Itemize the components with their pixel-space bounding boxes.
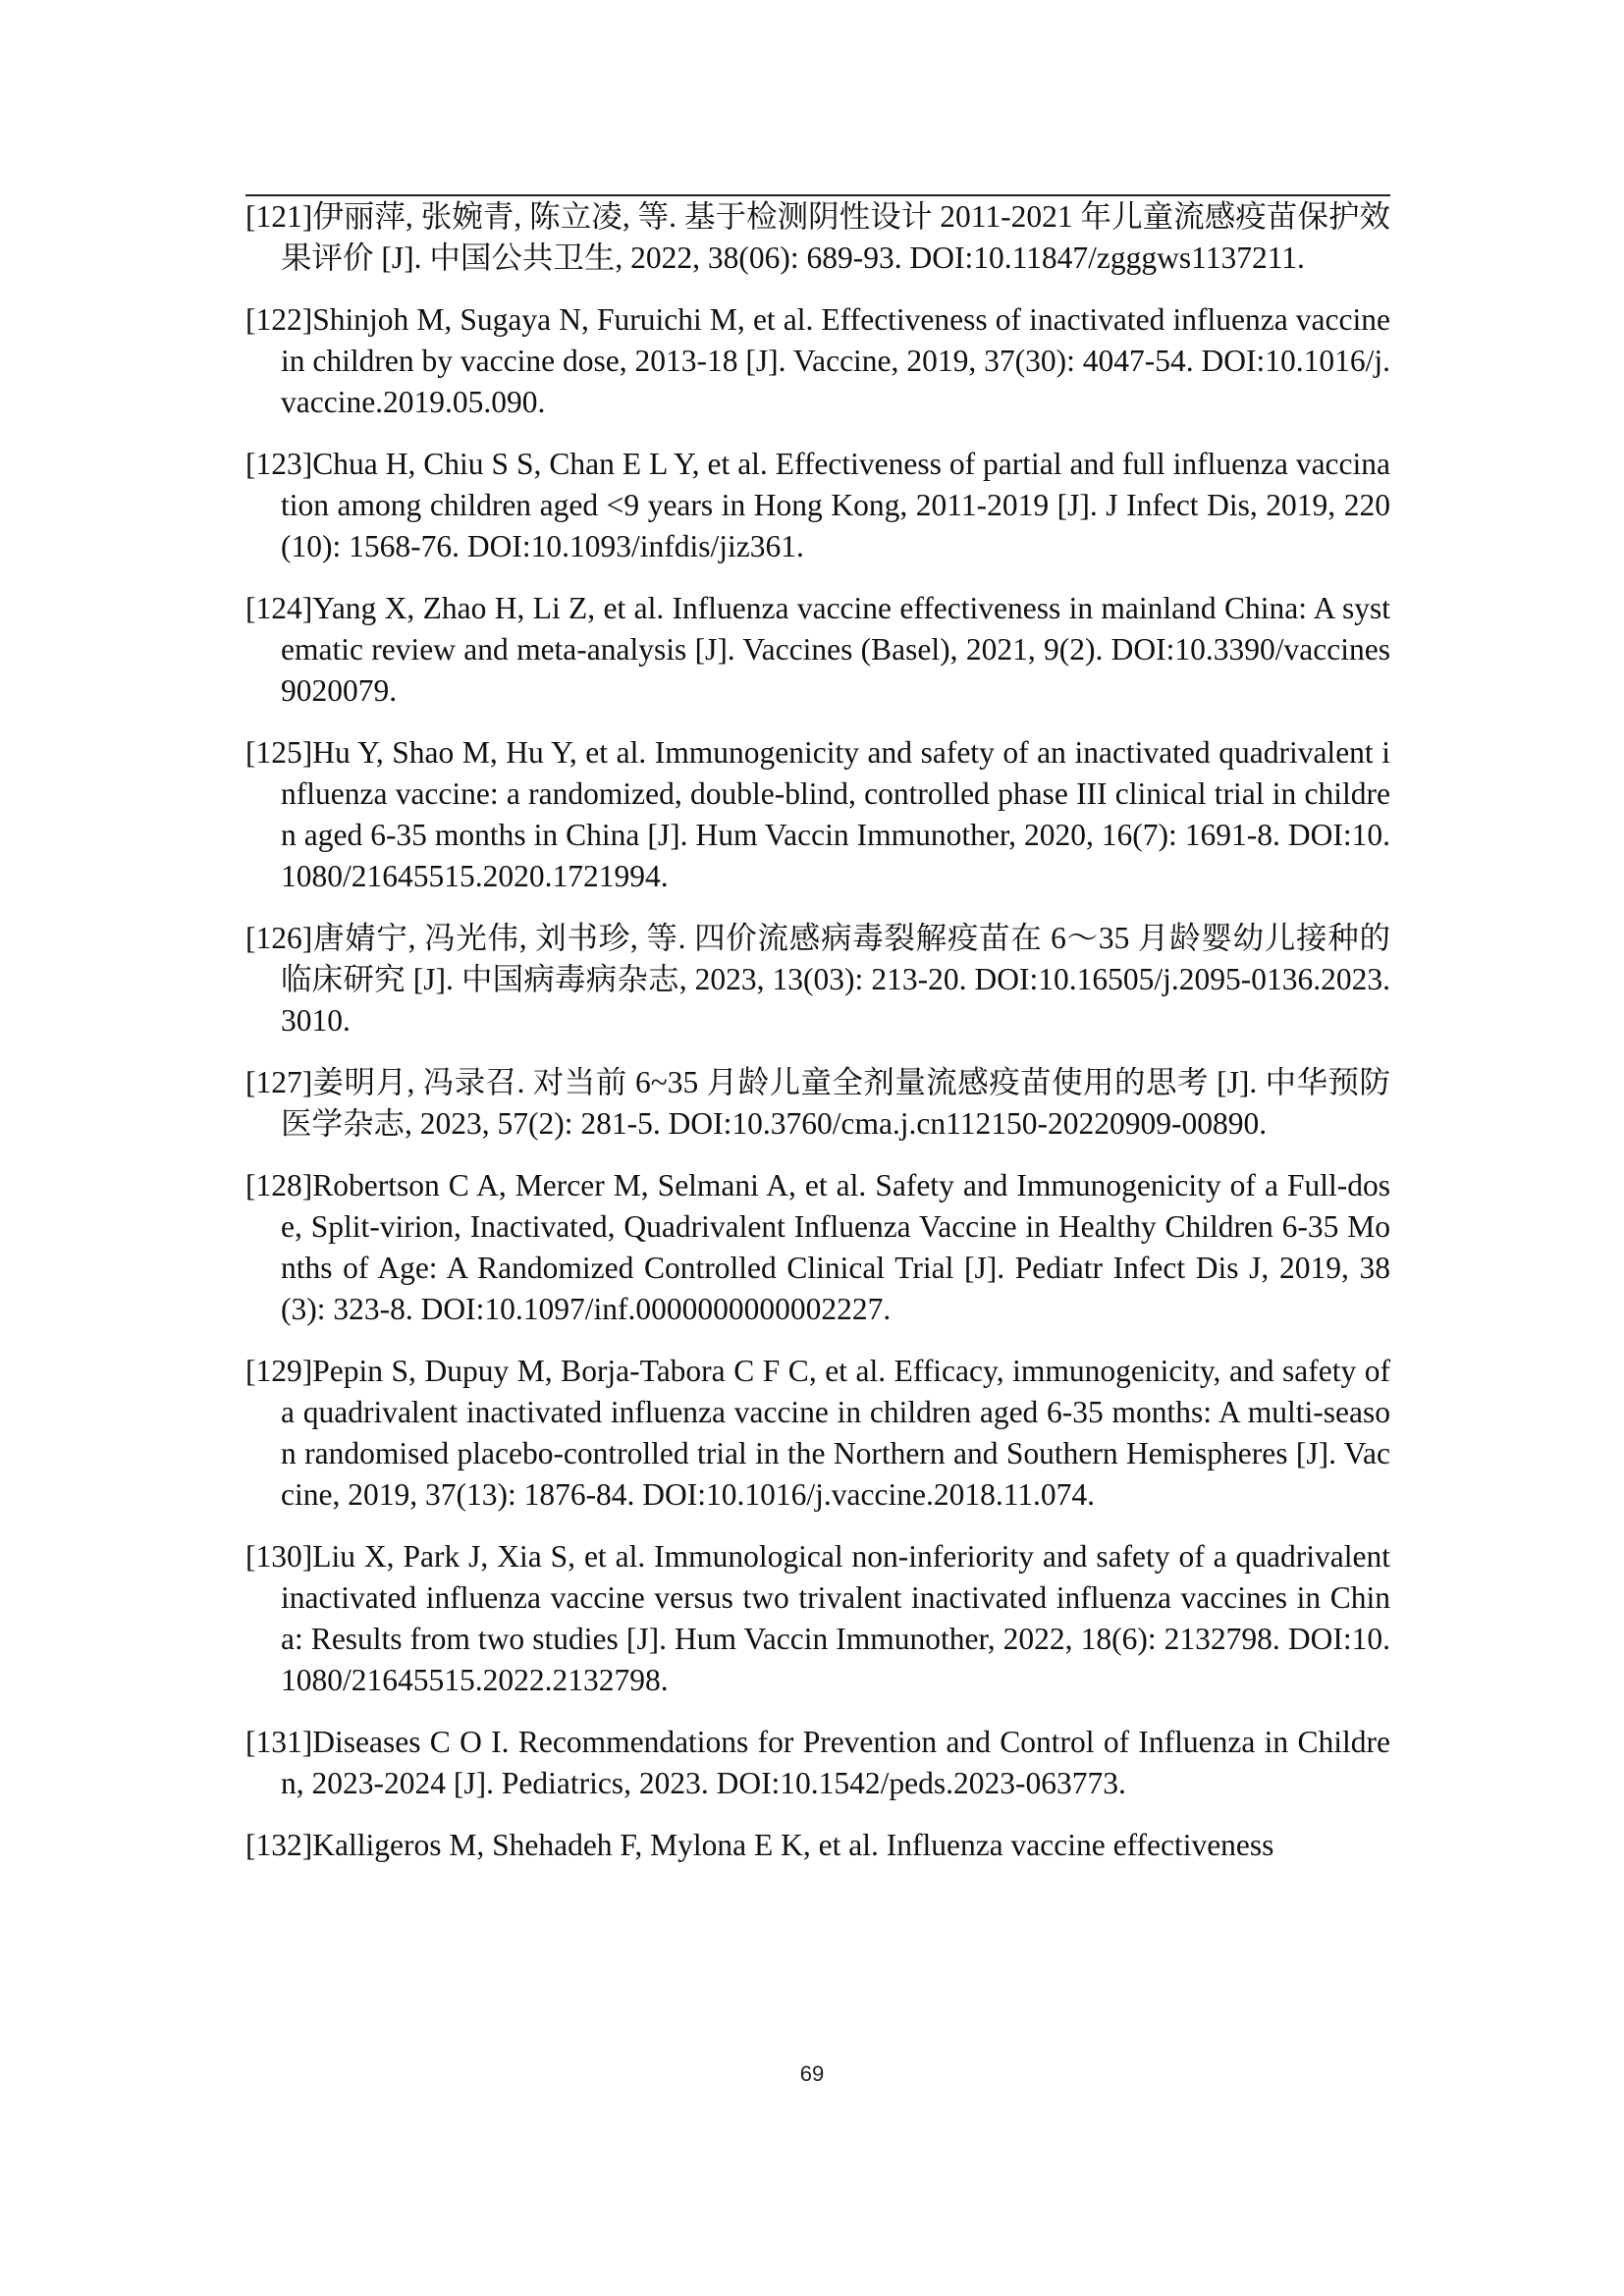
reference-item [245, 299, 1390, 423]
reference-item [245, 732, 1390, 897]
reference-text: Hu Y, Shao M, Hu Y, et al. Immunogenicity and safety of an inactivated quadrivalent influenza vaccine: a randomized, double-blind, controlled phase III clinical trial in children aged 6-35 months in China [J]. Hum Vaccin Immunother, 2020, 16(7): 1691-8. DOI:10.1080/21645515.2020.1721994. [281, 735, 1390, 893]
reference-number: [129] [245, 1354, 313, 1388]
reference-item [245, 1165, 1390, 1330]
reference-item [245, 1536, 1390, 1701]
reference-item [245, 1062, 1390, 1145]
reference-text: Shinjoh M, Sugaya N, Furuichi M, et al. Effectiveness of inactivated influenza vaccine in children by vaccine dose, 2013-18 [J]. Vaccine, 2019, 37(30): 4047-54. DOI:10.1016/j.vaccine.2019.05.090. [281, 302, 1390, 419]
reference-number: [128] [245, 1168, 313, 1202]
reference-item [245, 1722, 1390, 1804]
page-number: 69 [799, 2061, 825, 2086]
reference-item [245, 918, 1390, 1041]
reference-number: [130] [245, 1539, 313, 1574]
reference-text: 唐婧宁, 冯光伟, 刘书珍, 等. 四价流感病毒裂解疫苗在 6～35 月龄婴幼儿接种的临床研究 [J]. 中国病毒病杂志, 2023, 13(03): 213-20. DOI:10.16505/j.2095-0136.2023.3010. [281, 921, 1390, 1038]
reference-item [245, 1825, 1390, 1866]
reference-text: Pepin S, Dupuy M, Borja-Tabora C F C, et al. Efficacy, immunogenicity, and safety of a quadrivalent inactivated influenza vaccine in children aged 6-35 months: A multi-season randomised placebo-controlled trial in the Northern and Southern Hemispheres [J]. Vaccine, 2019, 37(13): 1876-84. DOI:10.1016/j.vaccine.2018.11.074. [281, 1354, 1390, 1512]
reference-item [245, 1351, 1390, 1516]
reference-number: [131] [245, 1725, 313, 1759]
reference-number: [125] [245, 735, 313, 770]
reference-item [245, 588, 1390, 712]
reference-number: [121] [245, 199, 313, 234]
reference-number: [123] [245, 447, 313, 481]
reference-item [245, 196, 1390, 279]
reference-text: Chua H, Chiu S S, Chan E L Y, et al. Effectiveness of partial and full influenza vaccination among children aged <9 years in Hong Kong, 2011-2019 [J]. J Infect Dis, 2019, 220(10): 1568-76. DOI:10.1093/infdis/jiz361. [281, 447, 1390, 563]
reference-number: [127] [245, 1065, 313, 1099]
reference-text: Yang X, Zhao H, Li Z, et al. Influenza vaccine effectiveness in mainland China: A systematic review and meta-analysis [J]. Vaccines (Basel), 2021, 9(2). DOI:10.3390/vaccines9020079. [281, 591, 1390, 708]
reference-text: 姜明月, 冯录召. 对当前 6~35 月龄儿童全剂量流感疫苗使用的思考 [J]. 中华预防医学杂志, 2023, 57(2): 281-5. DOI:10.3760/cma.j.cn112150-20220909-00890. [281, 1065, 1390, 1141]
reference-text: Robertson C A, Mercer M, Selmani A, et al. Safety and Immunogenicity of a Full-dose, Split-virion, Inactivated, Quadrivalent Influenza Vaccine in Healthy Children 6-35 Months of Age: A Randomized Controlled Clinical Trial [J]. Pediatr Infect Dis J, 2019, 38(3): 323-8. DOI:10.1097/inf.0000000000002227. [281, 1168, 1390, 1326]
reference-number: [132] [245, 1828, 313, 1862]
reference-text: Diseases C O I. Recommendations for Prevention and Control of Influenza in Children, 2023-2024 [J]. Pediatrics, 2023. DOI:10.1542/peds.2023-063773. [281, 1725, 1390, 1800]
reference-list [245, 196, 1390, 1887]
reference-number: [124] [245, 591, 313, 625]
reference-item [245, 444, 1390, 567]
reference-text: 伊丽萍, 张婉青, 陈立凌, 等. 基于检测阴性设计 2011-2021 年儿童流感疫苗保护效果评价 [J]. 中国公共卫生, 2022, 38(06): 689-93. DOI:10.11847/zgggws1137211. [281, 199, 1390, 275]
reference-number: [122] [245, 302, 313, 337]
reference-text: Liu X, Park J, Xia S, et al. Immunological non-inferiority and safety of a quadrivalent inactivated influenza vaccine versus two trivalent inactivated influenza vaccines in China: Results from two studies [J]. Hum Vaccin Immunother, 2022, 18(6): 2132798. DOI:10.1080/21645515.2022.2132798. [281, 1539, 1390, 1697]
reference-text: Kalligeros M, Shehadeh F, Mylona E K, et al. Influenza vaccine effectiveness [312, 1828, 1274, 1862]
reference-number: [126] [245, 921, 313, 955]
